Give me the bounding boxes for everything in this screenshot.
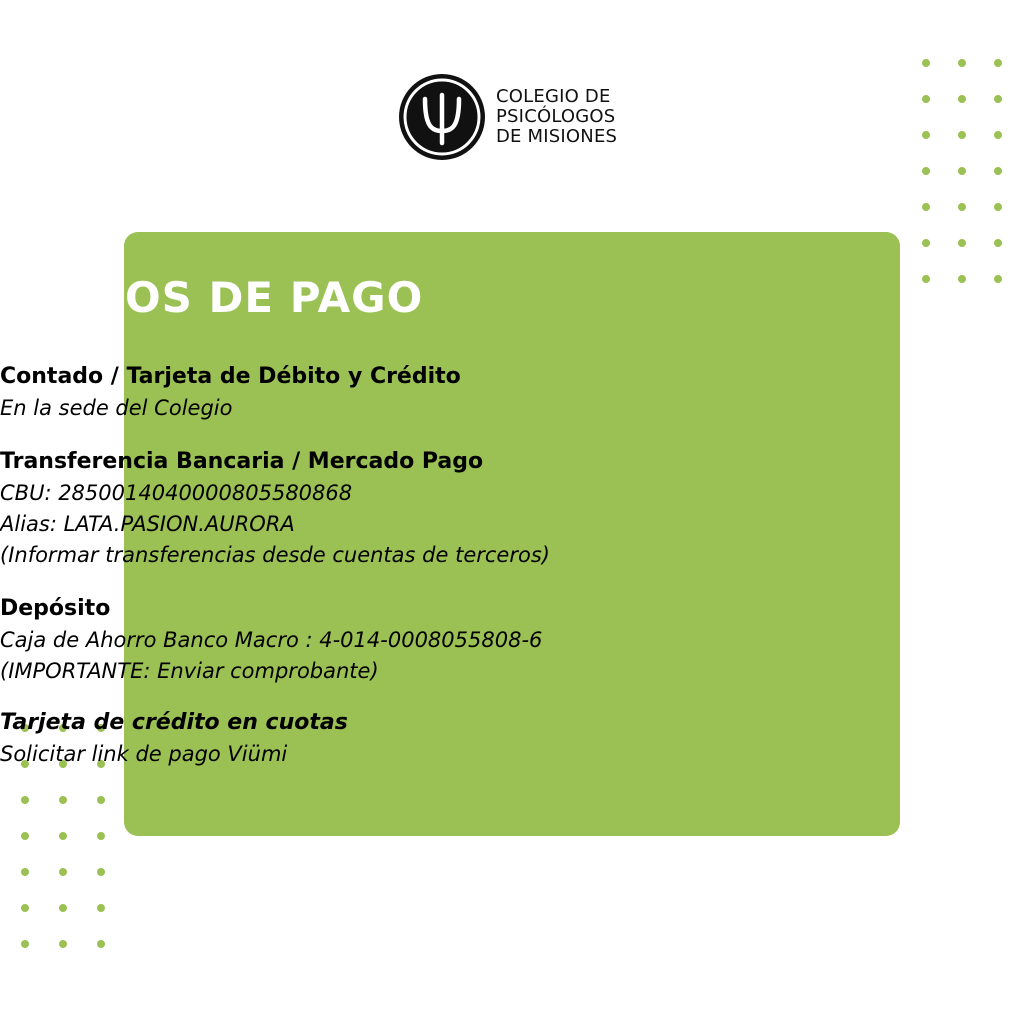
psi-icon <box>398 73 486 161</box>
section-line-note: (IMPORTANTE: Enviar comprobante) <box>0 659 379 683</box>
section-heading: Tarjeta de crédito en cuotas <box>0 710 348 735</box>
logo-line: PSICÓLOGOS <box>496 106 616 127</box>
payment-section-transfer <box>0 446 1024 571</box>
section-line: Solicitar link de pago Viümi <box>0 742 288 766</box>
section-heading: Transferencia Bancaria / Mercado Pago <box>0 449 484 474</box>
logo-line: COLEGIO DE <box>496 86 611 107</box>
section-line: En la sede del Colegio <box>0 396 233 420</box>
section-line-account: Caja de Ahorro Banco Macro : 4-014-0008055808-6 <box>0 628 543 652</box>
logo <box>398 73 658 163</box>
payment-section-deposit <box>0 593 1024 687</box>
section-line-cbu: CBU: 2850014040000805580868 <box>0 481 353 505</box>
section-line-note: (Informar transferencias desde cuentas de terceros) <box>0 543 550 567</box>
logo-text <box>496 87 617 147</box>
payment-section-installments <box>0 707 1024 770</box>
page-title: MEDIOS DE PAGO <box>0 273 424 322</box>
section-heading: Depósito <box>0 596 111 621</box>
section-line-alias: Alias: LATA.PASION.AURORA <box>0 512 295 536</box>
logo-line: DE MISIONES <box>496 126 618 147</box>
payment-section-cash <box>0 361 1024 424</box>
section-heading: Contado / Tarjeta de Débito y Crédito <box>0 364 461 389</box>
